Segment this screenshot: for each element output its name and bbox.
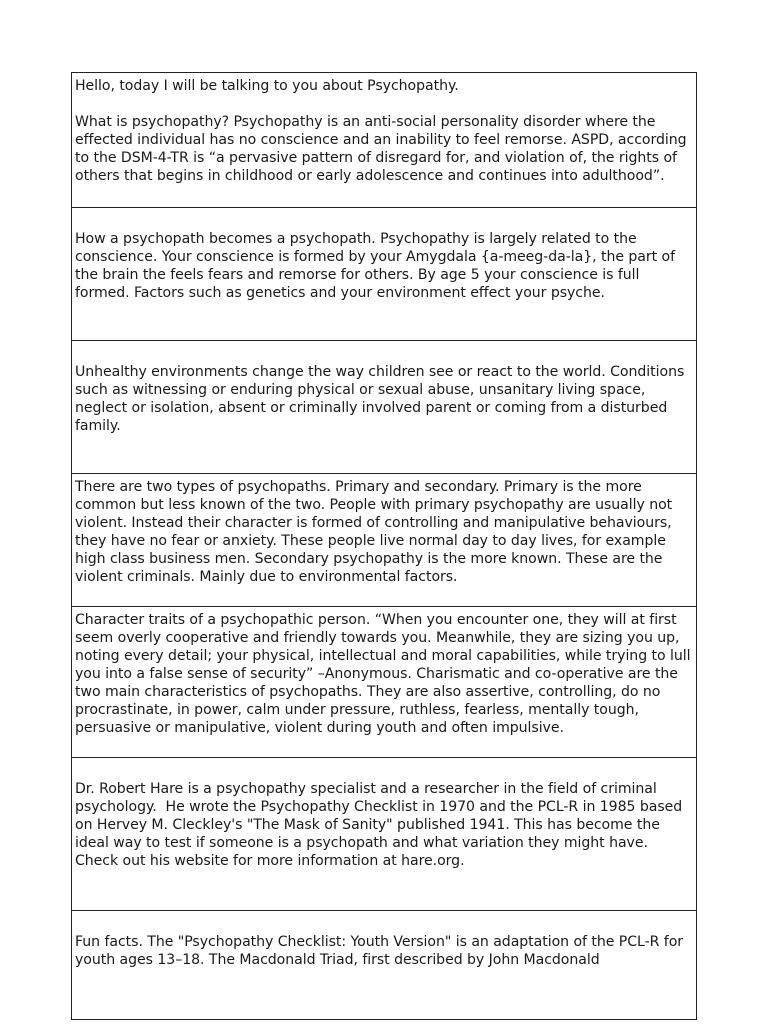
table-row: [72, 758, 697, 911]
document-page: [71, 72, 697, 968]
table-row: [72, 208, 697, 341]
table-row: [72, 911, 697, 1020]
conscience-paragraph: How a psychopath becomes a psychopath. Psychopathy is largely related to the conscience. Your conscience is formed by your Amygdala {a-meeg-da-la}, the part of the brain the feels fears and remorse for others. By age 5 your conscience is full formed. Factors such as genetics and your environment effect your psyche.: [75, 231, 680, 301]
table-row: [72, 607, 697, 758]
types-paragraph: There are two types of psychopaths. Primary and secondary. Primary is the more common but less known of the two. People with primary psychopathy are usually not violent. Instead their character is formed of controlling and manipulative behaviours, they have no fear or anxiety. These people live normal day to day lives, for example high class business men. Secondary psychopathy is the more known. These are the violent criminals. Mainly due to environmental factors.: [75, 479, 677, 585]
text-table: [71, 72, 697, 1020]
table-cell: [72, 208, 697, 341]
definition-paragraph: What is psychopathy? Psychopathy is an anti-social personality disorder where the effected individual has no conscience and an inability to feel remorse. ASPD, according to the DSM-4-TR is “a pervasive pattern of disregard for, and violation of, the rights of others that begins in childhood or early adolescence and continues into adulthood”.: [75, 114, 691, 184]
environment-paragraph: Unhealthy environments change the way children see or react to the world. Conditions such as witnessing or enduring physical or sexual abuse, unsanitary living space, neglect or isolation, absent or criminally involved parent or coming from a disturbed family.: [75, 364, 689, 434]
table-row: [72, 73, 697, 208]
table-row: [72, 474, 697, 607]
table-row: [72, 341, 697, 474]
hare-paragraph: Dr. Robert Hare is a psychopathy specialist and a researcher in the field of criminal psychology. He wrote the Psychopathy Checklist in 1970 and the PCL-R in 1985 based on Hervey M. Cleckley's "The Mask of Sanity" published 1941. This has become the ideal way to test if someone is a psychopath and what variation they might have. Check out his website for more information at hare.org.: [75, 781, 687, 869]
traits-paragraph: Character traits of a psychopathic person. “When you encounter one, they will at first seem overly cooperative and friendly towards you. Meanwhile, they are sizing you up, noting every detail; your physical, intellectual and moral capabilities, while trying to lull you into a false sense of security” –Anonymous. Charismatic and co-operative are the two main characteristics of psychopaths. They are also assertive, controlling, do no procrastinate, in power, calm under pressure, ruthless, fearless, mentally tough, persuasive or manipulative, violent during youth and often impulsive.: [75, 612, 695, 736]
table-cell: [72, 758, 697, 911]
fun-facts-paragraph: Fun facts. The "Psychopathy Checklist: Youth Version" is an adaptation of the PCL-R for youth ages 13–18. The Macdonald Triad, first described by John Macdonald: [75, 934, 688, 968]
table-cell: [72, 607, 697, 758]
table-cell: [72, 911, 697, 1020]
table-cell: [72, 341, 697, 474]
blank-line: [75, 95, 693, 113]
intro-greeting: Hello, today I will be talking to you about Psychopathy.: [75, 78, 459, 94]
table-cell: [72, 73, 697, 208]
table-cell: [72, 474, 697, 607]
